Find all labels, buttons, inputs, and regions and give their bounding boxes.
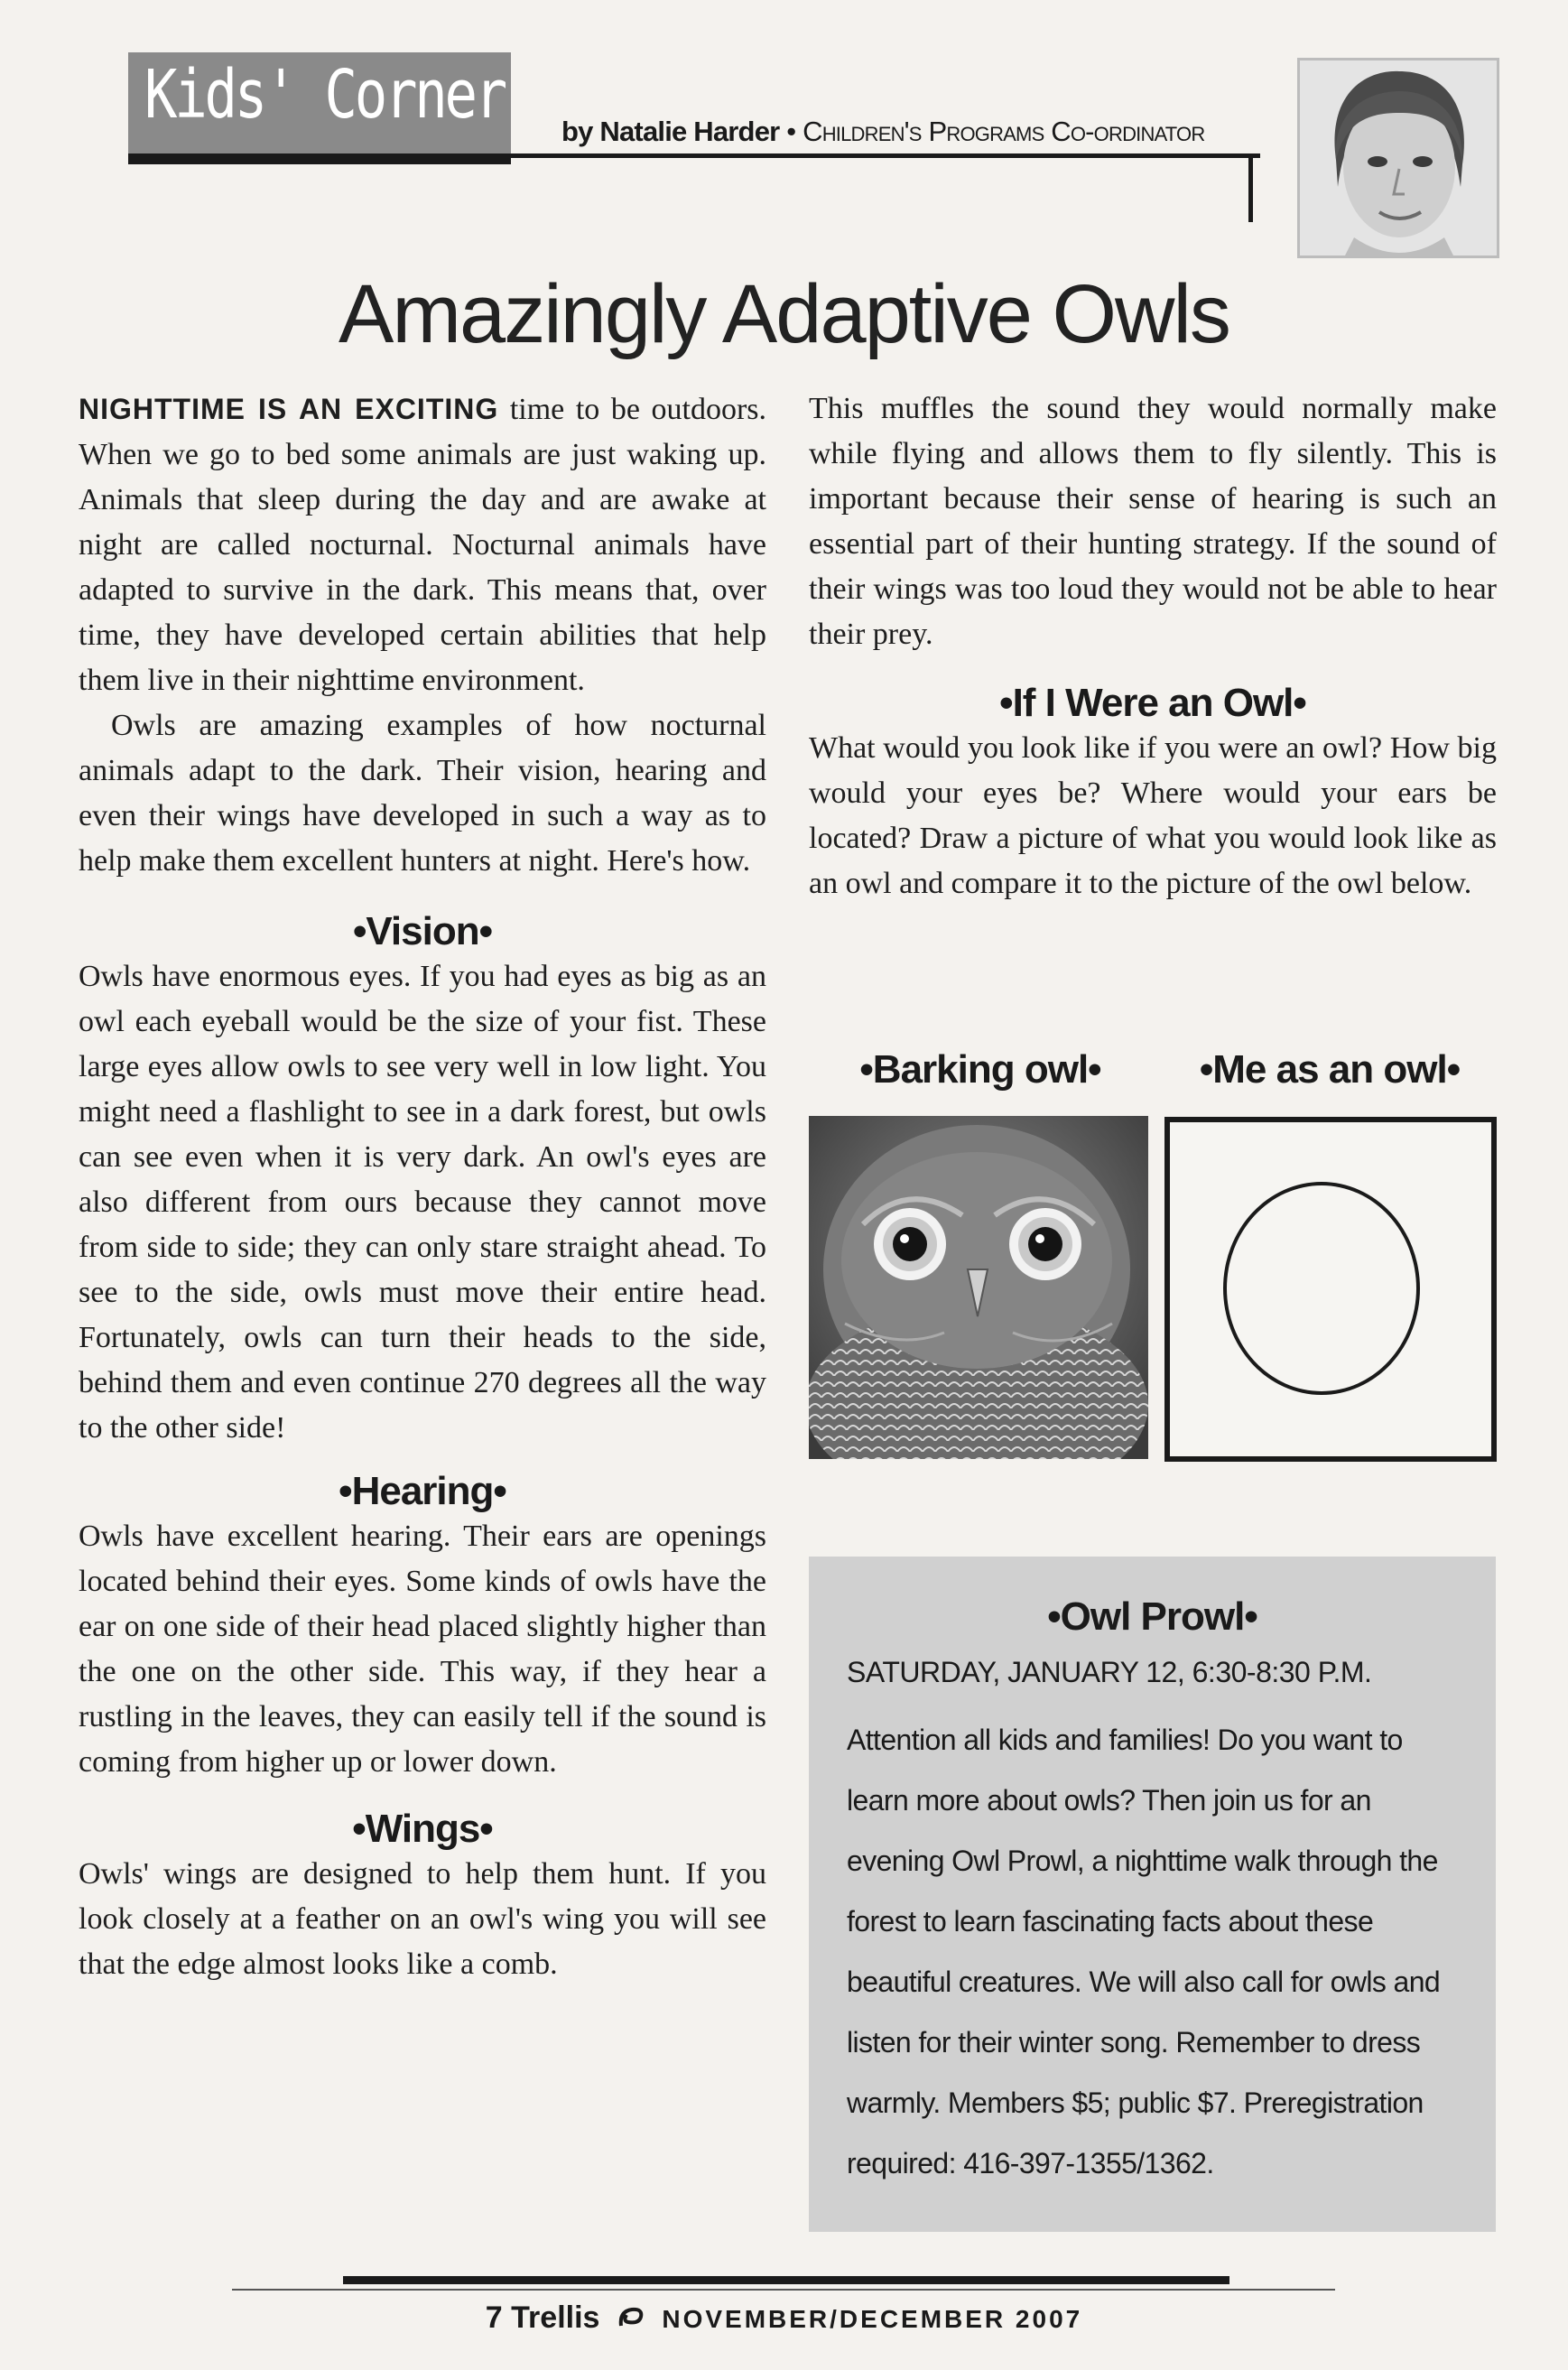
byline-rule bbox=[511, 153, 1260, 158]
byline-role: Children's Programs Co-ordinator bbox=[803, 116, 1205, 147]
publication-name: Trellis bbox=[511, 2300, 600, 2335]
second-paragraph: Owls are amazing examples of how nocturnal animals adapt to the dark. Their vision, hearing and even their wings have developed in such a way as to help make them excellent hunters at night. Here's how. bbox=[79, 709, 766, 878]
author-photo bbox=[1297, 58, 1499, 258]
owl-prowl-heading: •Owl Prowl• bbox=[1047, 1594, 1257, 1639]
intro-lead: NIGHTTIME IS AN EXCITING bbox=[79, 393, 499, 425]
owl-prowl-box bbox=[809, 1557, 1496, 2232]
footer-thin-rule bbox=[232, 2289, 1335, 2291]
intro-paragraph bbox=[79, 386, 766, 703]
section-title: Kids' Corner bbox=[144, 56, 506, 134]
owl-prowl-date: SATURDAY, JANUARY 12, 6:30-8:30 P.M. bbox=[847, 1656, 1372, 1688]
drawing-oval bbox=[1223, 1182, 1420, 1395]
barking-owl-photo bbox=[809, 1116, 1148, 1459]
trellis-logo-icon bbox=[617, 2302, 645, 2337]
drawing-box bbox=[1164, 1117, 1497, 1462]
barking-owl-image bbox=[809, 1116, 1148, 1459]
me-as-an-owl-caption: •Me as an owl• bbox=[1199, 1047, 1461, 1092]
wings-heading: •Wings• bbox=[352, 1807, 493, 1851]
wings-paragraph: Owls' wings are designed to help them hunt. If you look closely at a feather on an owl's wing you will see that the edge almost looks like a comb. bbox=[79, 1857, 766, 1981]
footer-rule bbox=[343, 2276, 1229, 2284]
byline-author: by Natalie Harder bbox=[561, 116, 780, 147]
vision-heading: •Vision• bbox=[352, 909, 493, 953]
footer bbox=[0, 2300, 1568, 2337]
issue-date: NOVEMBER/DECEMBER 2007 bbox=[662, 2305, 1083, 2333]
owl-prowl-body: Attention all kids and families! Do you want to learn more about owls? Then join us for an evening Owl Prowl, a nighttime walk through the forest to learn fascinating facts about these beautiful creatures. We will also call for owls and listen for their winter song. Remember to dress warmly. Members $5; public $7. Preregistration required: 416-397-1355/1362. bbox=[847, 1724, 1441, 2179]
byline-vertical-rule bbox=[1248, 153, 1253, 222]
page-number: 7 bbox=[485, 2300, 503, 2335]
hearing-heading: •Hearing• bbox=[339, 1469, 506, 1513]
vision-paragraph: Owls have enormous eyes. If you had eyes as big as an owl each eyeball would be the size of your fist. These large eyes allow owls to see very well in low light. You might need a flashlight to see in a dark forest, but owls can see even when it is very dark. An owl's eyes are also different from ours because they cannot move from side to side; they can only stare straight ahead. To see to the side, owls must move their entire head. Fortunately, owls can turn their heads to the side, behind them and even continue 270 degrees all the way to the other side! bbox=[79, 960, 766, 1445]
left-column bbox=[79, 386, 766, 1987]
if-i-were-an-owl-paragraph: What would you look like if you were an owl? How big would your eyes be? Where would your ears be located? Draw a picture of what you would look like as an owl and compare it to the picture of the owl below. bbox=[809, 731, 1497, 900]
byline bbox=[561, 116, 1204, 148]
byline-bullet: • bbox=[786, 116, 796, 147]
author-portrait-image bbox=[1300, 60, 1497, 256]
if-i-were-an-owl-heading: •If I Were an Owl• bbox=[999, 681, 1306, 725]
section-banner bbox=[128, 52, 511, 164]
right-column bbox=[809, 386, 1497, 906]
barking-owl-caption: •Barking owl• bbox=[859, 1047, 1101, 1092]
intro-text: time to be outdoors. When we go to bed some animals are just waking up. Animals that sleep during the day and are awake at night are called nocturnal. Nocturnal animals have adapted to survive in the dark. This means that, over time, they have developed certain abilities that help them live in their nighttime environment. bbox=[79, 393, 767, 697]
article-title: Amazingly Adaptive Owls bbox=[339, 268, 1229, 360]
hearing-paragraph: Owls have excellent hearing. Their ears are openings located behind their eyes. Some kinds of owls have the ear on one side of their head placed slightly higher than the one on the other side. This way, if they hear a rustling in the leaves, they can easily tell if the sound is coming from higher up or lower down. bbox=[79, 1520, 766, 1779]
wings-continued-paragraph: This muffles the sound they would normally make while flying and allows them to fly silently. This is important because their sense of hearing is such an essential part of their hunting strategy. If the sound of their wings was too loud they would not be able to hear their prey. bbox=[809, 392, 1497, 651]
